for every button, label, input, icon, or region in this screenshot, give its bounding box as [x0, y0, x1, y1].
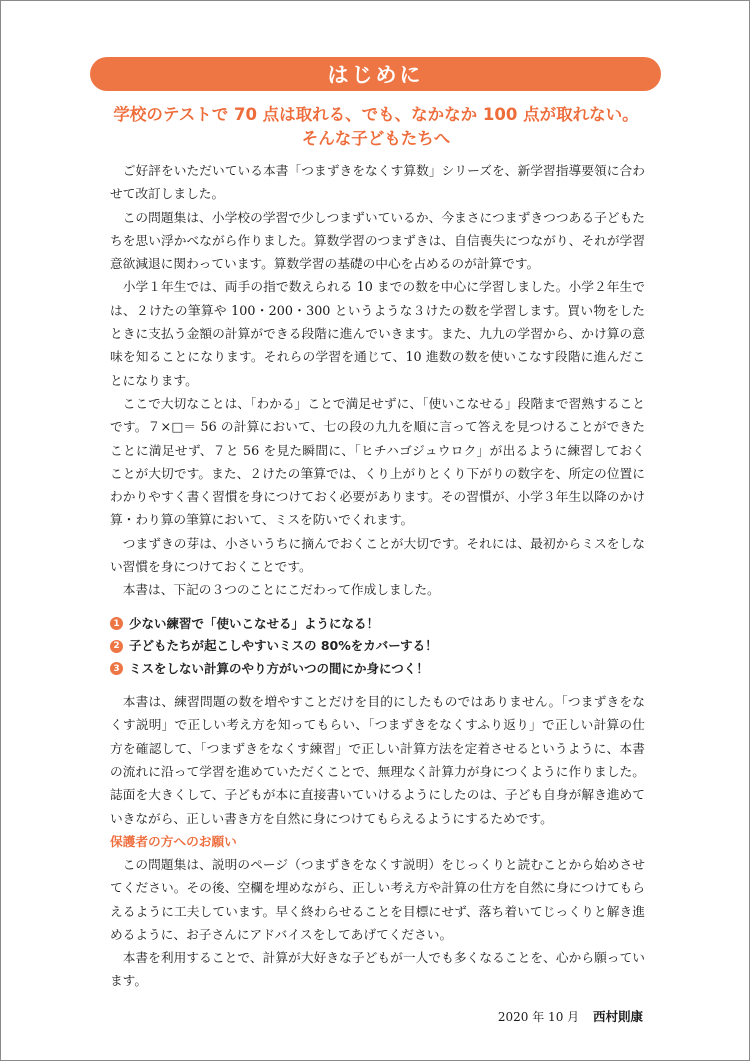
paragraph: この問題集は、説明のページ（つまずきをなくす説明）をじっくりと読むことから始めさせてください。その後、空欄を埋めながら、正しい考え方や計算の仕方を自然に身につけてもらえるように工夫しています。早く終わらせることを目標にせず、落ち着いてじっくりと解き進めるように、お子さんにアドバイスをしてあげてください。	[110, 856, 645, 942]
signature-author: 西村則康	[592, 1008, 643, 1024]
subtitle-line-1: 学校のテストで 70 点は取れる、でも、なかなか 100 点が取れない。	[113, 105, 639, 124]
paragraph: 本書を利用することで、計算が大好きな子どもが一人でも多くなることを、心から願っています。	[110, 950, 645, 989]
number-circle-icon: 1	[110, 617, 123, 630]
page-title: はじめに	[327, 63, 424, 87]
key-point	[110, 658, 645, 681]
signature	[110, 1005, 645, 1029]
paragraph: 小学１年生では、両手の指で数えられる 10 までの数を中心に学習しました。小学２年生では、２けたの筆算や 100・200・300 というような３けたの数を学習します。買い物をしたときに支払う金額の計算ができる段階に進んでいきます。また、九九の学習から、かけ算の意味を知ることになります。それらの学習を通じて、10 進数の数を使いこなす段階に進んだことになります。	[110, 279, 645, 388]
key-point-text: ミスをしない計算のやり方がいつの間にか身につく！	[129, 660, 429, 676]
number-circle-icon: 3	[110, 662, 123, 675]
paragraph: ここで大切なことは、「わかる」ことで満足せずに、「使いこなせる」段階まで習熟することです。７×□＝ 56 の計算において、七の段の九九を順に言って答えを見つけることができたことに満足せず、７と 56 を見た瞬間に、「ヒチハゴジュウロク」が出るように練習しておくことが大切です。また、２けたの筆算では、くり上がりとくり下がりの数字を、所定の位置にわかりやすく書く習慣を身につけておく必要があります。その習慣が、小学３年生以降のかけ算・わり算の筆算において、ミスを防いでくれます。	[110, 395, 645, 528]
subtitle-line-2: そんな子どもたちへ	[301, 129, 451, 148]
title-banner	[90, 57, 661, 91]
paragraph: つまずきの芽は、小さいうちに摘んでおくことが大切です。それには、最初からミスをしない習慣を身につけておくことです。	[110, 535, 645, 575]
number-circle-icon: 2	[110, 640, 123, 653]
subtitle	[61, 103, 691, 151]
paragraph: 本書は、下記の３つのことにこだわって作成しました。	[122, 582, 440, 598]
key-point	[110, 635, 645, 658]
key-point-text: 子どもたちが起こしやすいミスの 80%をカバーする！	[129, 638, 438, 654]
key-point-text: 少ない練習で「使いこなせる」ようになる！	[129, 615, 380, 631]
paragraph: ご好評をいただいている本書「つまずきをなくす算数」シリーズを、新学習指導要領に合わせて改訂しました。	[110, 163, 645, 202]
guardian-heading: 保護者の方へのお願い	[110, 833, 237, 849]
body-text	[110, 159, 645, 1029]
key-points-list	[110, 613, 645, 681]
paragraph: この問題集は、小学校の学習で少しつまずいているか、今まさにつまずきつつある子どもたちを思い浮かべながら作りました。算数学習のつまずきは、自信喪失につながり、それが学習意欲減退に関わっています。算数学習の基礎の中心を占めるのが計算です。	[110, 209, 645, 272]
signature-date: 2020 年 10 月	[497, 1009, 580, 1024]
paragraph: 本書は、練習問題の数を増やすことだけを目的にしたものではありません。「つまずきをなくす説明」で正しい考え方を知ってもらい、「つまずきをなくすふり返り」で正しい計算の仕方を確認して、「つまずきをなくす練習」で正しい計算方法を定着させるというように、本書の流れに沿って学習を進めていただくことで、無理なく計算力が身につくように作りました。誌面を大きくして、子どもが本に直接書いていけるようにしたのは、子ども自身が解き進めていきながら、正しい書き方を自然に身につけてもらえるようにするためです。	[110, 694, 645, 826]
key-point	[110, 613, 645, 636]
